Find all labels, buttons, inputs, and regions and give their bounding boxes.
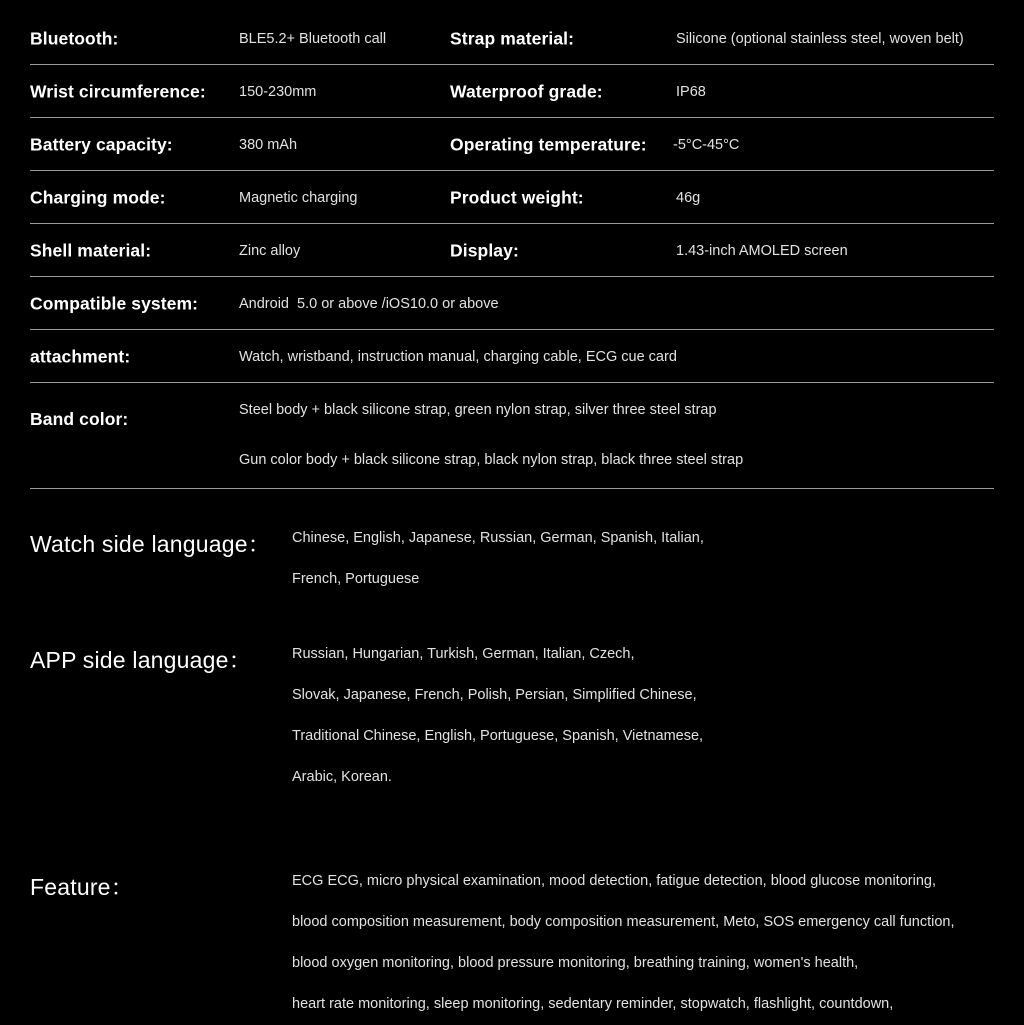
spec-label-display: Display: [450, 240, 519, 260]
list-line: Chinese, English, Japanese, Russian, German, Spanish, Italian, [292, 530, 704, 546]
app-side-language-heading: APP side language： [30, 647, 252, 673]
band-color-line-2: Gun color body + black silicone strap, black nylon strap, black three steel strap [239, 452, 744, 468]
list-line: Traditional Chinese, English, Portuguese, Spanish, Vietnamese, [292, 728, 704, 744]
table-row [0, 383, 1024, 489]
spec-label-attachment: attachment: [30, 346, 131, 366]
list-line: heart rate monitoring, sleep monitoring, sedentary reminder, stopwatch, flashlight, countdown, [292, 996, 894, 1012]
spec-label-shell-material: Shell material: [30, 240, 152, 260]
spec-value-product-weight: 46g [676, 189, 701, 206]
table-row [0, 171, 1024, 224]
spec-value-strap-material: Silicone (optional stainless steel, woven belt) [676, 30, 964, 47]
row-divider [30, 488, 994, 489]
watch-side-language-list [292, 518, 704, 600]
spec-value-display: 1.43-inch AMOLED screen [676, 242, 848, 259]
spec-value-bluetooth: BLE5.2+ Bluetooth call [239, 30, 387, 47]
spec-value-wrist-circumference: 150-230mm [239, 83, 317, 100]
list-line: blood oxygen monitoring, blood pressure monitoring, breathing training, women's health, [292, 955, 859, 971]
table-row [0, 224, 1024, 277]
spec-label-battery-capacity: Battery capacity: [30, 134, 173, 154]
spec-value-attachment: Watch, wristband, instruction manual, charging cable, ECG cue card [239, 348, 677, 365]
spec-label-band-color: Band color: [30, 409, 129, 429]
watch-side-language-heading: Watch side language： [30, 531, 271, 557]
spec-value-operating-temperature: -5°C-45°C [673, 136, 740, 153]
spec-label-charging-mode: Charging mode: [30, 187, 166, 207]
list-line: Arabic, Korean. [292, 769, 392, 785]
feature-heading: Feature： [30, 874, 134, 900]
app-side-language-list [292, 634, 703, 798]
spec-label-bluetooth: Bluetooth: [30, 28, 119, 48]
spec-label-product-weight: Product weight: [450, 187, 584, 207]
spec-label-wrist-circumference: Wrist circumference: [30, 81, 206, 101]
spec-value-waterproof-grade: IP68 [676, 83, 706, 100]
spec-label-operating-temperature: Operating temperature: [450, 134, 647, 154]
spec-label-compatible-system: Compatible system: [30, 293, 199, 313]
table-row [0, 118, 1024, 171]
list-line: blood composition measurement, body composition measurement, Meto, SOS emergency call function, [292, 914, 955, 930]
table-row [0, 65, 1024, 118]
spec-value-compatible-system: Android 5.0 or above /iOS10.0 or above [239, 295, 499, 312]
list-line: Slovak, Japanese, French, Polish, Persian, Simplified Chinese, [292, 687, 697, 703]
spec-value-charging-mode: Magnetic charging [239, 189, 358, 206]
spec-value-battery-capacity: 380 mAh [239, 136, 298, 153]
table-row [0, 330, 1024, 383]
table-row [0, 277, 1024, 330]
feature-list [292, 861, 955, 1025]
band-color-line-1: Steel body + black silicone strap, green nylon strap, silver three steel strap [239, 402, 717, 418]
list-line: French, Portuguese [292, 571, 420, 587]
spec-value-shell-material: Zinc alloy [239, 242, 301, 259]
list-line: Russian, Hungarian, Turkish, German, Italian, Czech, [292, 646, 635, 662]
spec-label-waterproof-grade: Waterproof grade: [450, 81, 603, 101]
spec-label-strap-material: Strap material: [450, 28, 575, 48]
table-row [0, 12, 1024, 65]
list-line: ECG ECG, micro physical examination, mood detection, fatigue detection, blood glucose monitoring, [292, 873, 936, 889]
